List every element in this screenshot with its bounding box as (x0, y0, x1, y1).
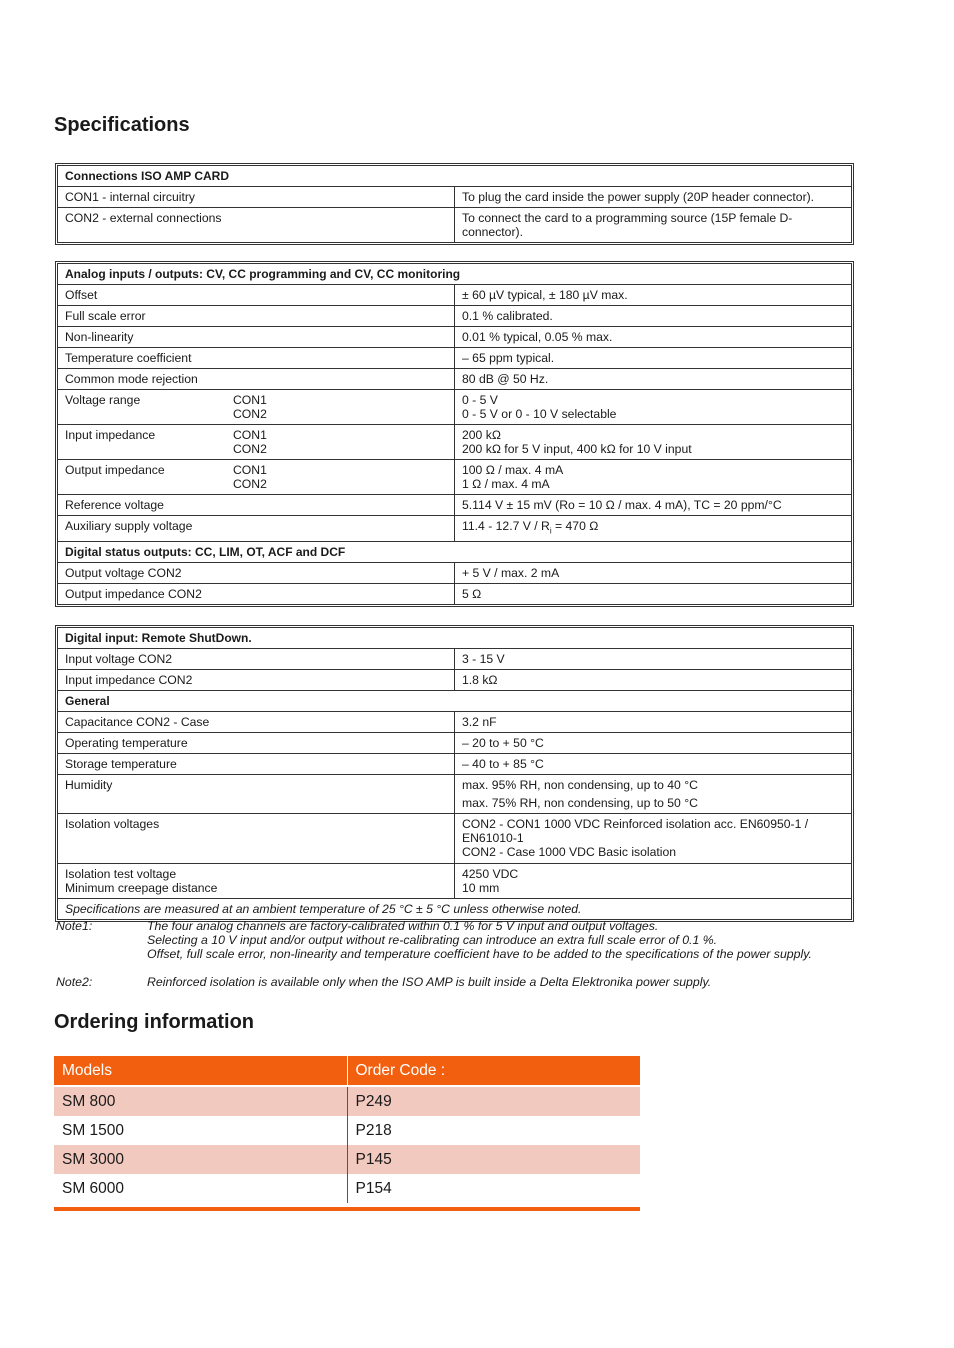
table-row (58, 327, 852, 348)
input-voltage-label: Input voltage CON2 (58, 649, 455, 670)
table-row (58, 390, 852, 425)
table-row (58, 516, 852, 542)
connections-table (55, 163, 854, 245)
input-impedance-con2-label: Input impedance CON2 (58, 670, 455, 691)
table-row (58, 348, 852, 369)
con2-tag: CON2 (233, 407, 267, 421)
model-cell: SM 6000 (54, 1174, 347, 1203)
isolation-label: Isolation voltages (58, 814, 455, 864)
output-impedance-con2: 1 Ω / max. 4 mA (462, 477, 550, 491)
note-label: Note1: (56, 919, 93, 933)
full-scale-label: Full scale error (58, 306, 455, 327)
table-row (58, 733, 852, 754)
input-impedance-con2-value: 1.8 kΩ (455, 670, 852, 691)
con2-tag: CON2 (233, 442, 267, 456)
table-row (58, 285, 852, 306)
digital-input-table (55, 625, 854, 922)
voltage-range-con2: 0 - 5 V or 0 - 10 V selectable (462, 407, 617, 421)
nonlinearity-value: 0.01 % typical, 0.05 % max. (455, 327, 852, 348)
code-cell: P218 (347, 1116, 640, 1145)
table-row (58, 495, 852, 516)
input-impedance-label: Input impedance (65, 428, 156, 442)
storage-temp-label: Storage temperature (58, 754, 455, 775)
offset-label: Offset (58, 285, 455, 306)
note-2 (56, 975, 856, 989)
code-cell: P249 (347, 1087, 640, 1116)
table-row (54, 1145, 640, 1174)
output-voltage-label: Output voltage CON2 (58, 563, 455, 584)
specifications-title: Specifications (54, 114, 190, 136)
note-line: Selecting a 10 V input and/or output without re-calibrating can introduce an extra full scale error of 0.1 %. (147, 933, 718, 947)
spec-footnote: Specifications are measured at an ambient temperature of 25 °C ± 5 °C unless otherwise noted. (58, 899, 852, 920)
ordering-title: Ordering information (54, 1011, 254, 1033)
ordering-header-row (54, 1056, 640, 1085)
table-row (58, 563, 852, 584)
con1-value: To plug the card inside the power supply (20P header connector). (455, 187, 852, 208)
voltage-range-label: Voltage range (65, 393, 141, 407)
storage-temp-value: – 40 to + 85 °C (455, 754, 852, 775)
table-row (58, 306, 852, 327)
note-line: The four analog channels are factory-calibrated within 0.1 % for 5 V input and output voltages. (147, 919, 659, 933)
cmr-label: Common mode rejection (58, 369, 455, 390)
input-impedance-con1: 200 kΩ (462, 428, 501, 442)
output-impedance-label: Output impedance (65, 463, 165, 477)
con1-tag: CON1 (233, 393, 267, 407)
models-header: Models (54, 1056, 347, 1085)
con1-tag: CON1 (233, 463, 267, 477)
nonlinearity-label: Non-linearity (58, 327, 455, 348)
note-label: Note2: (56, 975, 93, 989)
isolation-value-1: CON2 - CON1 1000 VDC Reinforced isolation acc. EN60950-1 / EN61010-1 (462, 817, 809, 845)
digital-input-header: Digital input: Remote ShutDown. (58, 628, 852, 649)
creepage-label: Minimum creepage distance (65, 881, 218, 895)
table-row (58, 864, 852, 899)
model-cell: SM 3000 (54, 1145, 347, 1174)
test-voltage-value: 4250 VDC (462, 867, 519, 881)
creepage-value: 10 mm (462, 881, 500, 895)
output-impedance-con2-value: 5 Ω (455, 584, 852, 605)
table-row (58, 814, 852, 864)
tempco-value: – 65 ppm typical. (455, 348, 852, 369)
table-row (58, 460, 852, 495)
model-cell: SM 800 (54, 1087, 347, 1116)
offset-value: ± 60 µV typical, ± 180 µV max. (455, 285, 852, 306)
table-row (58, 208, 852, 243)
ordering-bottom-rule (54, 1207, 640, 1211)
table-row (54, 1087, 640, 1116)
table-row (58, 369, 852, 390)
table-row (58, 670, 852, 691)
table-row (58, 754, 852, 775)
output-voltage-value: + 5 V / max. 2 mA (455, 563, 852, 584)
cmr-value: 80 dB @ 50 Hz. (455, 369, 852, 390)
table-row (58, 649, 852, 670)
humidity-value-1: max. 95% RH, non condensing, up to 40 °C (462, 778, 698, 792)
note-line: Reinforced isolation is available only when the ISO AMP is built inside a Delta Elektronika power supply. (147, 975, 712, 989)
con1-label: CON1 - internal circuitry (58, 187, 455, 208)
voltage-range-con1: 0 - 5 V (462, 393, 498, 407)
connections-header: Connections ISO AMP CARD (58, 166, 852, 187)
digital-status-header: Digital status outputs: CC, LIM, OT, ACF and DCF (58, 542, 852, 563)
reference-value: 5.114 V ± 15 mV (Ro = 10 Ω / max. 4 mA), TC = 20 ppm/°C (455, 495, 852, 516)
code-cell: P145 (347, 1145, 640, 1174)
table-row (58, 584, 852, 605)
full-scale-value: 0.1 % calibrated. (455, 306, 852, 327)
input-impedance-con2: 200 kΩ for 5 V input, 400 kΩ for 10 V input (462, 442, 692, 456)
humidity-label: Humidity (58, 775, 455, 814)
analog-table (55, 261, 854, 607)
con2-label: CON2 - external connections (58, 208, 455, 243)
analog-header: Analog inputs / outputs: CV, CC programming and CV, CC monitoring (58, 264, 852, 285)
output-impedance-con2-label: Output impedance CON2 (58, 584, 455, 605)
isolation-value-2: CON2 - Case 1000 VDC Basic isolation (462, 845, 677, 859)
note-1 (56, 919, 856, 961)
reference-label: Reference voltage (58, 495, 455, 516)
capacitance-label: Capacitance CON2 - Case (58, 712, 455, 733)
general-header: General (58, 691, 852, 712)
table-row (58, 775, 852, 814)
operating-temp-label: Operating temperature (58, 733, 455, 754)
table-row (58, 187, 852, 208)
notes (56, 919, 856, 1003)
ordering-table (54, 1056, 640, 1203)
code-cell: P154 (347, 1174, 640, 1203)
output-impedance-con1: 100 Ω / max. 4 mA (462, 463, 564, 477)
input-voltage-value: 3 - 15 V (455, 649, 852, 670)
tempco-label: Temperature coefficient (58, 348, 455, 369)
test-voltage-label: Isolation test voltage (65, 867, 177, 881)
con2-tag: CON2 (233, 477, 267, 491)
aux-supply-value: 11.4 - 12.7 $V / R_i = 470$ Ω (455, 516, 852, 542)
capacitance-value: 3.2 nF (455, 712, 852, 733)
table-row (58, 712, 852, 733)
table-row (58, 425, 852, 460)
operating-temp-value: – 20 to + 50 °C (455, 733, 852, 754)
humidity-value-2: max. 75% RH, non condensing, up to 50 °C (462, 796, 698, 810)
note-line: Offset, full scale error, non-linearity and temperature coefficient have to be added to the specifications of the power supply. (147, 947, 812, 961)
con1-tag: CON1 (233, 428, 267, 442)
table-row (54, 1174, 640, 1203)
con2-value: To connect the card to a programming source (15P female D-connector). (455, 208, 852, 243)
aux-supply-label: Auxiliary supply voltage (58, 516, 455, 542)
model-cell: SM 1500 (54, 1116, 347, 1145)
table-row (54, 1116, 640, 1145)
order-code-header: Order Code : (347, 1056, 640, 1085)
